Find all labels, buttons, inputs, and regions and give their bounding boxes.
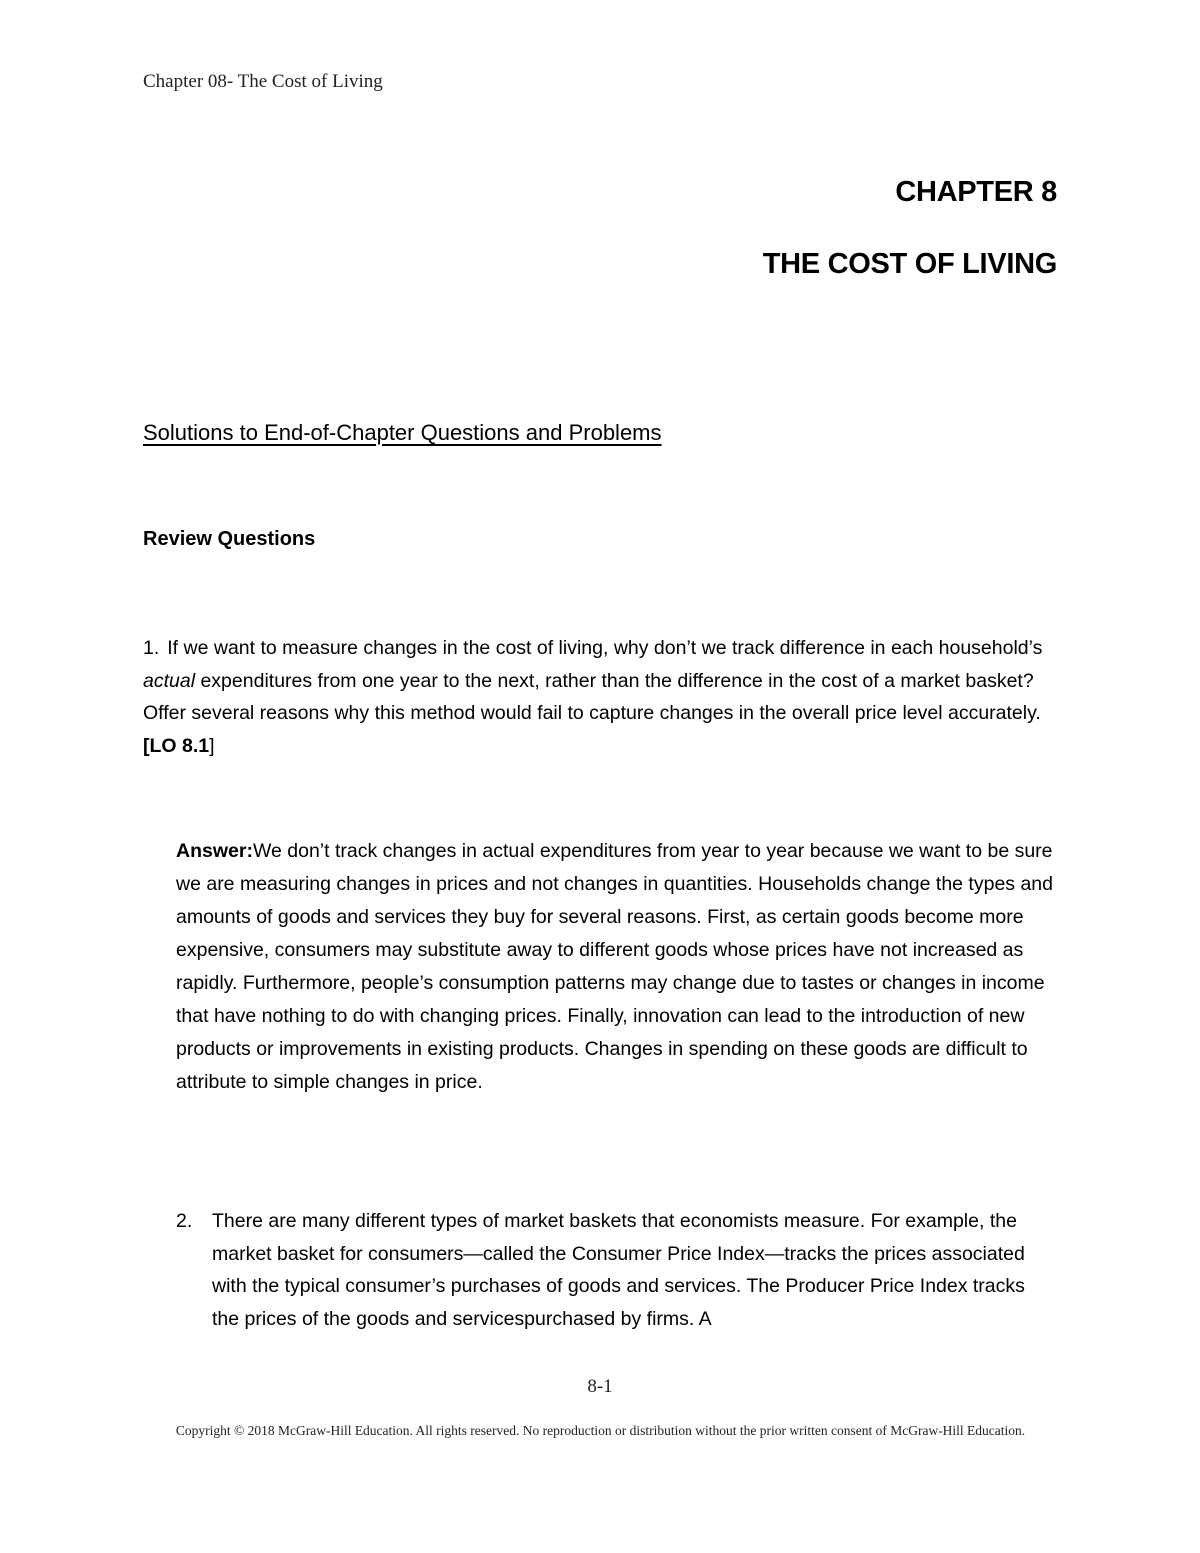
chapter-number: CHAPTER 8 <box>895 176 1057 208</box>
question-number: 1. <box>143 637 160 659</box>
question-number: 2. <box>176 1210 193 1232</box>
learning-objective-close: ] <box>209 734 215 757</box>
copyright-notice: Copyright © 2018 McGraw-Hill Education. All rights reserved. No reproduction or distribution without the prior written consent of McGraw-Hill Education. <box>175 1423 1026 1438</box>
question-text: There are many different types of market baskets that economists measure. For example, the market basket for consumers—called the Consumer Price Index—tracks the prices associated with the typical consumer’s purchases of goods and services. The Producer Price Index tracks the prices of the goods and servicespurchased by firms. A <box>212 1210 1025 1330</box>
chapter-title: THE COST OF LIVING <box>762 248 1057 280</box>
page-number: 8-1 <box>587 1376 613 1397</box>
section-title: Solutions to End-of-Chapter Questions and Problems <box>143 420 662 445</box>
review-questions-heading: Review Questions <box>143 528 316 550</box>
question-1 <box>143 632 1063 762</box>
answer-text: We don’t track changes in actual expenditures from year to year because we want to be sure we are measuring changes in prices and not changes in quantities. Households change the types and amounts of goods and services they buy for several reasons. First, as certain goods become more expensive, consumers may substitute away to different goods whose prices have not increased as rapidly. Furthermore, people’s consumption patterns may change due to tastes or changes in income that have nothing to do with changing prices. Finally, innovation can lead to the introduction of new products or improvements in existing products. Changes in spending on these goods are difficult to attribute to simple changes in price. <box>176 840 1053 1093</box>
chapter-heading <box>763 172 1057 284</box>
answer-label: Answer: <box>176 840 253 862</box>
question-text: If we want to measure changes in the cost of living, why don’t we track difference in each household’s <box>167 637 1043 659</box>
answer-1 <box>176 835 1056 1099</box>
question-text-continued: expenditures from one year to the next, rather than the difference in the cost of a market basket? Offer several reasons why this method would fail to capture changes in the overall price level accurately. <box>143 669 1041 724</box>
running-header: Chapter 08- The Cost of Living <box>143 71 383 92</box>
question-2 <box>176 1205 1056 1335</box>
question-emphasis: actual <box>143 669 196 692</box>
learning-objective-tag: [LO 8.1 <box>143 734 210 757</box>
